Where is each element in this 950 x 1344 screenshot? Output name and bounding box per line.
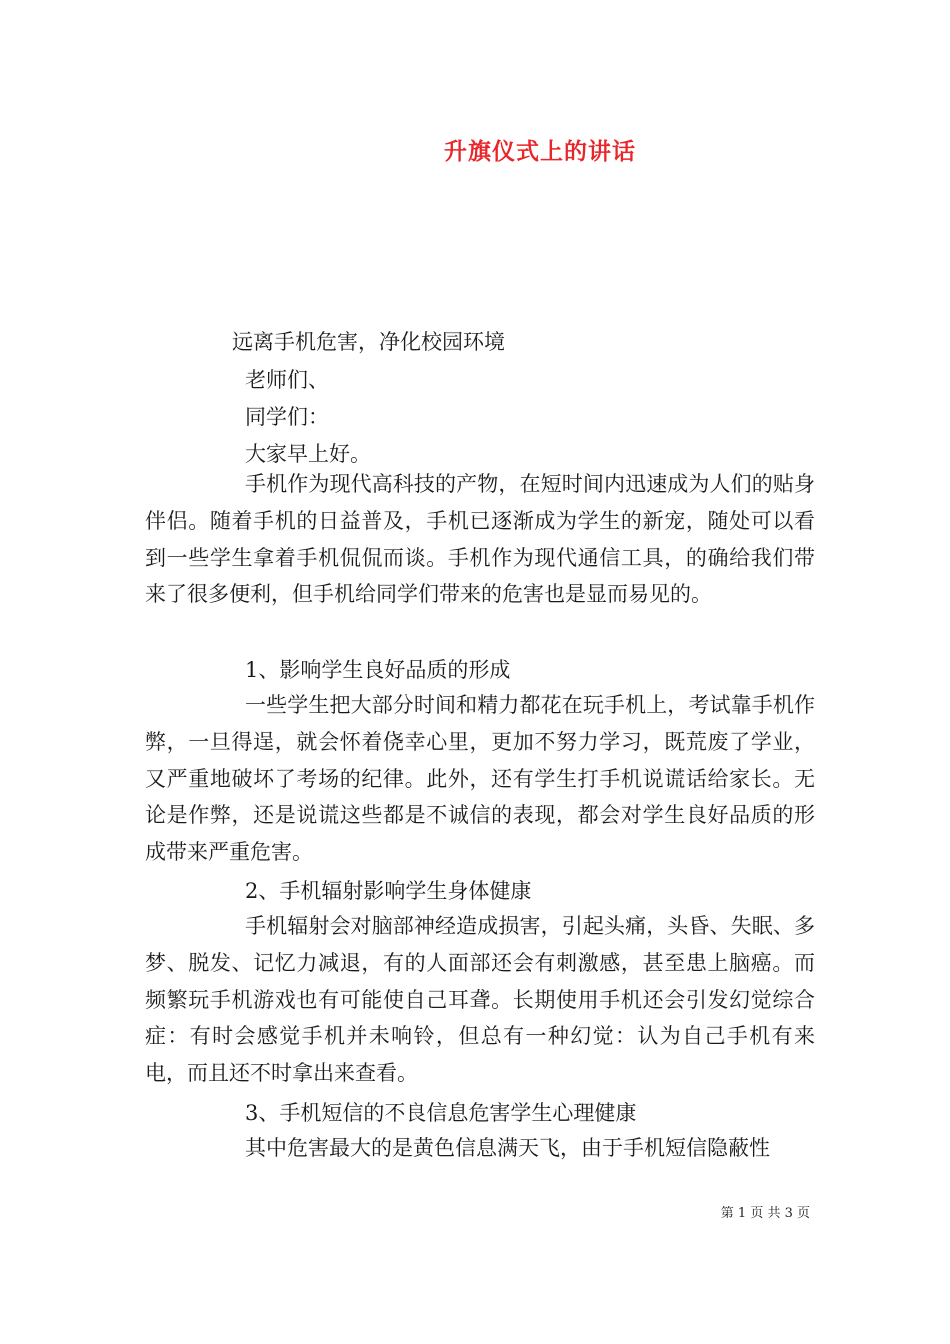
page-number: 第 1 页 共 3 页 bbox=[720, 1206, 810, 1221]
section-2-paragraph: 手机辐射会对脑部神经造成损害，引起头痛，头昏、失眠、多梦、脱发、记忆力减退，有的人面部还会有刺激感，甚至患上脑癌。而频繁玩手机游戏也有可能使自己耳聋。长期使用手机还会引发幻觉综合症：有时会感觉手机并未响铃，但总有一种幻觉：认为自己手机有来电，而且还不时拿出来查看。 bbox=[145, 914, 815, 1086]
greeting-students: 同学们： bbox=[245, 405, 329, 429]
intro-paragraph: 手机作为现代高科技的产物，在短时间内迅速成为人们的贴身伴侣。随着手机的日益普及，手机已逐渐成为学生的新宠，随处可以看到一些学生拿着手机侃侃而谈。手机作为现代通信工具，的确给我们带来了很多便利，但手机给同学们带来的危害也是显而易见的。 bbox=[145, 472, 815, 607]
document-title: 升旗仪式上的讲话 bbox=[444, 138, 636, 165]
section-3-heading: 3、手机短信的不良信息危害学生心理健康 bbox=[245, 1101, 637, 1125]
speech-subtitle: 远离手机危害，净化校园环境 bbox=[232, 330, 505, 354]
section-2-heading: 2、手机辐射影响学生身体健康 bbox=[245, 879, 532, 903]
greeting-morning: 大家早上好。 bbox=[245, 442, 371, 466]
section-1-paragraph: 一些学生把大部分时间和精力都花在玩手机上，考试靠手机作弊，一旦得逞，就会怀着侥幸心里，更加不努力学习，既荒废了学业，又严重地破坏了考场的纪律。此外，还有学生打手机说谎话给家长。无论是作弊，还是说谎这些都是不诚信的表现，都会对学生良好品质的形成带来严重危害。 bbox=[145, 693, 815, 865]
section-1-heading: 1、影响学生良好品质的形成 bbox=[245, 658, 511, 682]
section-3-paragraph: 其中危害最大的是黄色信息满天飞，由于手机短信隐蔽性 bbox=[245, 1136, 770, 1160]
greeting-teachers: 老师们、 bbox=[245, 368, 329, 392]
